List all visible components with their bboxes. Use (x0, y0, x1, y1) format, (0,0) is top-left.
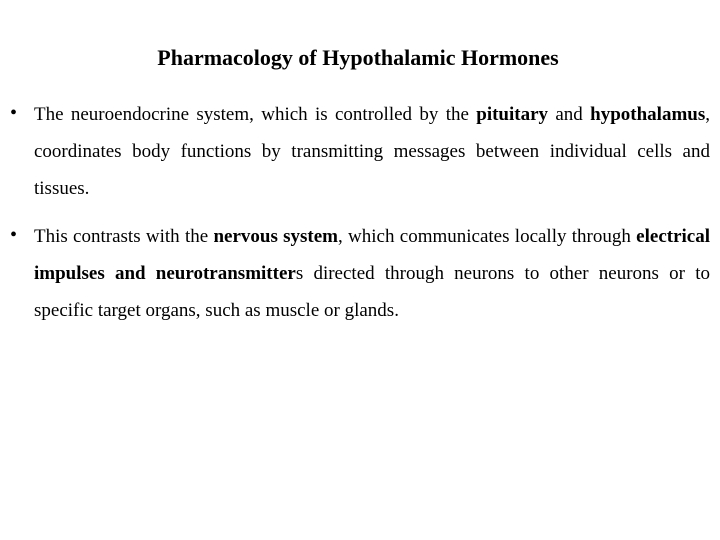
emphasis-electrical-impulses: electrical impulses and neurotransmitter (34, 226, 711, 284)
bullet-text-2 (34, 226, 710, 321)
bullet-dot-icon: • (10, 102, 18, 124)
emphasis-pituitary: pituitary (476, 104, 549, 125)
text-segment: The neuroendocrine system, which is controlled by the (34, 104, 477, 125)
text-segment: , which communicates locally through (338, 226, 637, 247)
bullet-item-2 (10, 218, 710, 329)
text-segment: This contrasts with the (34, 226, 214, 247)
bullet-item-1 (10, 96, 710, 207)
bullet-list (10, 96, 710, 329)
text-segment: , coordinates body functions by transmitting messages between individual cells and tissues. (34, 104, 710, 199)
bullet-text-1 (34, 104, 710, 199)
emphasis-hypothalamus: hypothalamus (590, 104, 706, 125)
bullet-dot-icon: • (10, 224, 18, 246)
text-segment: and (548, 104, 591, 125)
text-segment: s directed through neurons to other neurons or to specific target organs, such as muscle or glands. (34, 263, 710, 321)
slide-title: Pharmacology of Hypothalamic Hormones (157, 45, 559, 70)
emphasis-nervous-system: nervous system (213, 226, 339, 247)
